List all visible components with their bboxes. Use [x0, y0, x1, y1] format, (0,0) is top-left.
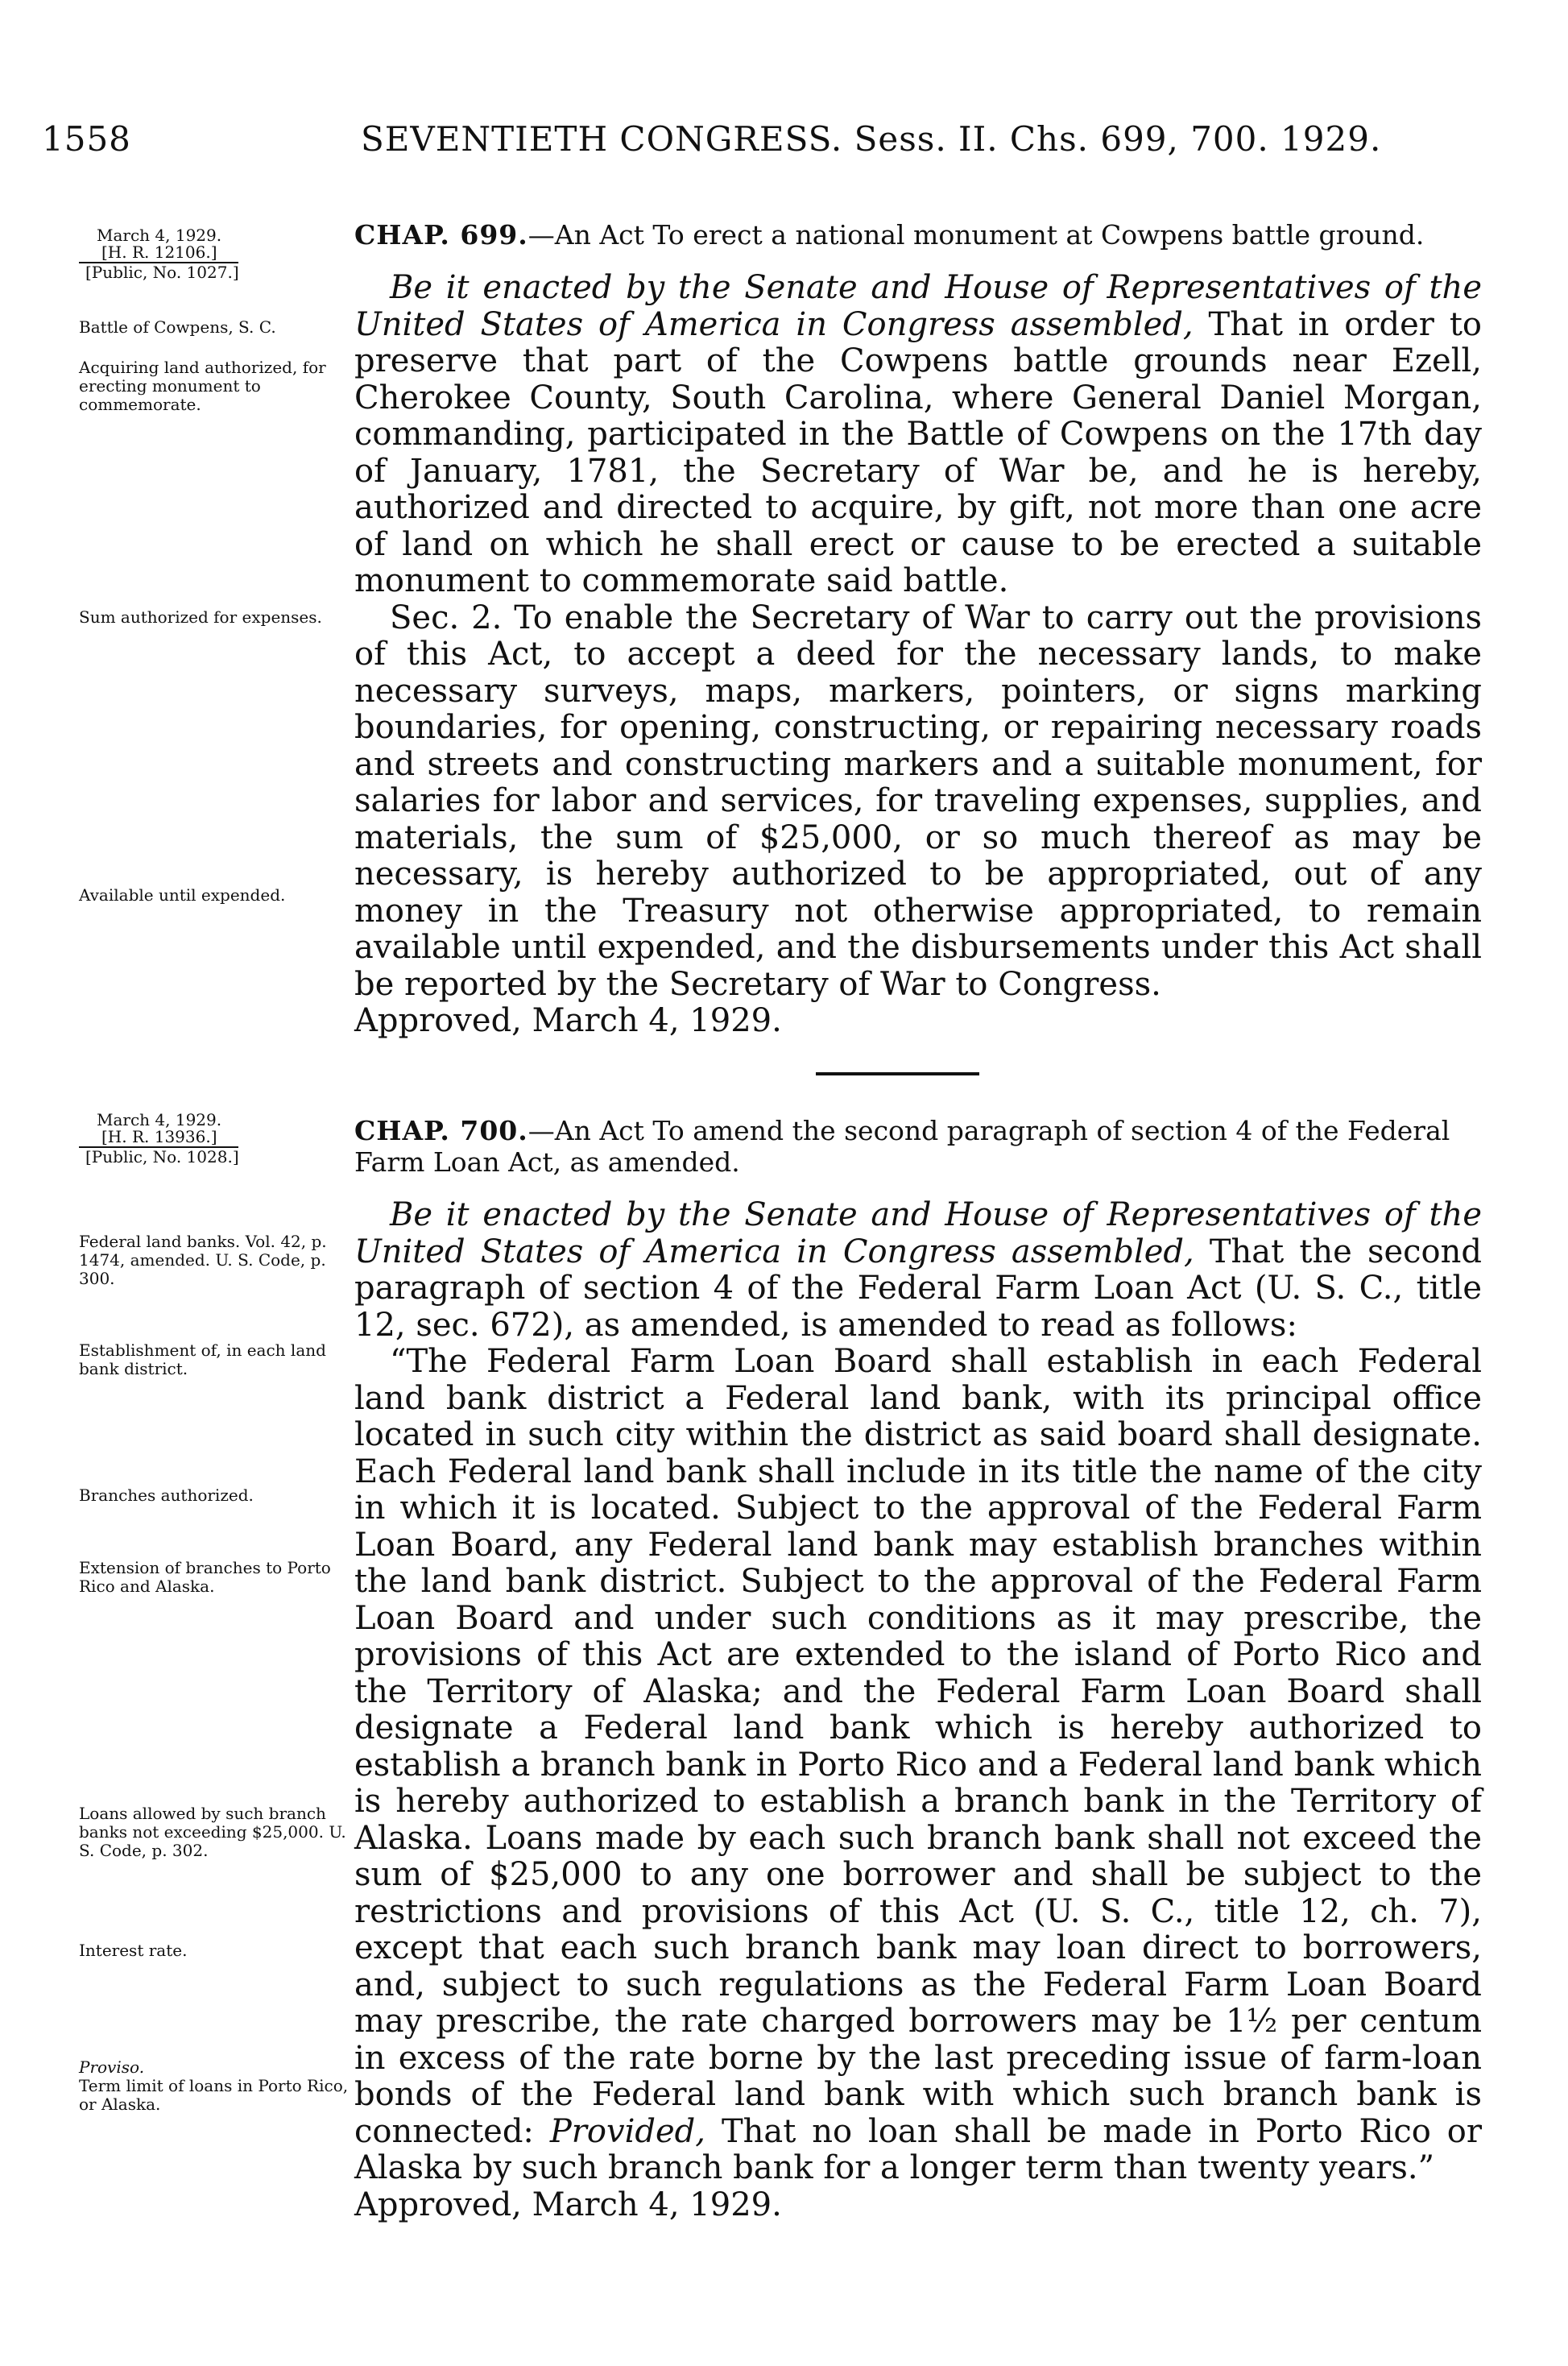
chap699-date: March 4, 1929.: [97, 226, 222, 245]
chap699-enacting-formula: Be it enacted by the Senate and House of Representatives of the United States of America in Congress assembled,: [354, 269, 1482, 343]
chap699-bill: [H. R. 12106.]: [101, 242, 217, 262]
chap700-proviso-text: That no loan shall be made in Porto Rico or Alaska by such branch bank for a longer term than twenty years.”: [354, 2112, 1483, 2186]
chap700-heading: [354, 1115, 1482, 1178]
chap700-enacting-formula: Be it enacted by the Senate and House of Representatives of the United States of America in Congress assembled,: [354, 1196, 1482, 1270]
chap699-title: —An Act To erect a national monument at Cowpens battle ground.: [527, 219, 1425, 251]
note-establishment: Establishment of, in each land bank district.: [79, 1340, 326, 1378]
chap699-heading: [354, 219, 1482, 251]
chap699-citation-note: [79, 227, 349, 281]
page-number: 1558: [42, 119, 131, 159]
note-battle-of-cowpens: Battle of Cowpens, S. C.: [79, 317, 276, 337]
chap700-date: March 4, 1929.: [97, 1110, 222, 1129]
chap699-approved: Approved, March 4, 1929.: [354, 1002, 782, 1039]
chap700-public-law: [Public, No. 1028.]: [85, 1147, 239, 1166]
note-extension-porto-rico-alaska: Extension of branches to Porto Rico and Alaska.: [79, 1558, 331, 1596]
chap699-section-1: That in order to preserve that part of the Cowpens battle grounds near Ezell, Cherokee County, South Carolina, where General Daniel Morgan, commanding, participated in the Battle of Cowpens on the 17th day of January, 1781, the Secretary of War be, and he is hereby, authorized and directed to acquire, by gift, not more than one acre of land on which he shall erect or cause to be erected a suitable monument to commemorate said battle.: [354, 305, 1482, 599]
note-acquiring-land: Acquiring land authorized, for erecting monument to commemorate.: [79, 358, 326, 414]
chap700-bill: [H. R. 13936.]: [101, 1127, 217, 1146]
note-interest-rate: Interest rate.: [79, 1941, 188, 1960]
chapter-699: [354, 219, 1482, 1040]
chapter-divider: [816, 1072, 979, 1075]
note-federal-land-banks: Federal land banks. Vol. 42, p. 1474, amended. U. S. Code, p. 300.: [79, 1232, 327, 1288]
chap699-enacting-clause: [354, 270, 1482, 600]
note-sum-authorized: Sum authorized for expenses.: [79, 607, 322, 627]
chap699-label: CHAP. 699.: [354, 219, 528, 251]
chap700-proviso-word: Provided,: [549, 2112, 705, 2150]
running-title: SEVENTIETH CONGRESS. Sess. II. Chs. 699, 700. 1929.: [361, 119, 1382, 159]
note-proviso-label: Proviso.: [79, 2057, 145, 2077]
chap699-section-2: Sec. 2. To enable the Secretary of War to carry out the provisions of this Act, to accept a deed for the necessary lands, to make necessary surveys, maps, markers, pointers, or signs marking boundaries, for opening, constructing, or repairing necessary roads and streets and constructing markers and a suitable monument, for salaries for labor and services, for traveling expenses, supplies, and materials, the sum of $25,000, or so much thereof as may be necessary, is hereby authorized to be appropriated, out of any money in the Treasury not otherwise appropriated, to remain available until expended, and the disbursements under this Act shall be reported by the Secretary of War to Congress.: [354, 599, 1482, 1003]
chap700-amended-body: “The Federal Farm Loan Board shall establish in each Federal land bank district a Federal land bank, with its principal office located in such city within the district as said board shall designate. Each Federal land bank shall include in its title the name of the city in which it is located. Subject to the approval of the Federal Farm Loan Board, any Federal land bank may establish branches within the land bank district. Subject to the approval of the Federal Farm Loan Board and under such conditions as it may prescribe, the provisions of this Act are extended to the island of Porto Rico and the Territory of Alaska; and the Federal Farm Loan Board shall designate a Federal land bank which is hereby authorized to establish a branch bank in Porto Rico and a Federal land bank which is hereby authorized to establish a branch bank in the Territory of Alaska. Loans made by each such branch bank shall not exceed the sum of $25,000 to any one borrower and shall be subject to the restrictions and provisions of this Act (U. S. C., title 12, ch. 7), except that each such branch bank may loan direct to borrowers, and, subject to such regulations as the Federal Farm Loan Board may prescribe, the rate charged borrowers may be 1½ per centum in excess of the rate borne by the last preceding issue of farm-loan bonds of the Federal land bank with which such branch bank is connected:: [354, 1343, 1482, 2150]
chapter-700: [354, 1115, 1482, 2223]
chap700-amended-text: [354, 1344, 1482, 2187]
chap699-public-law: [Public, No. 1027.]: [85, 263, 239, 282]
chap700-approved: Approved, March 4, 1929.: [354, 2186, 782, 2223]
note-loans-allowed: Loans allowed by such branch banks not exceeding $25,000. U. S. Code, p. 302.: [79, 1804, 346, 1860]
chap700-label: CHAP. 700.: [354, 1115, 528, 1146]
note-proviso-term-limit: [79, 2058, 349, 2114]
chap700-citation-note: [79, 1112, 349, 1166]
chap700-enacting-clause: [354, 1197, 1482, 1344]
note-available-until-expended: Available until expended.: [79, 885, 286, 905]
chap700-title: —An Act To amend the second paragraph of section 4 of the Federal Farm Loan Act, as amended.: [354, 1115, 1450, 1178]
chap700-section-1: That the second paragraph of section 4 of the Federal Farm Loan Act (U. S. C., title 12, sec. 672), as amended, is amended to read as follows:: [354, 1233, 1482, 1344]
note-branches-authorized: Branches authorized.: [79, 1485, 254, 1505]
note-term-limit: Term limit of loans in Porto Rico, or Alaska.: [79, 2076, 349, 2114]
